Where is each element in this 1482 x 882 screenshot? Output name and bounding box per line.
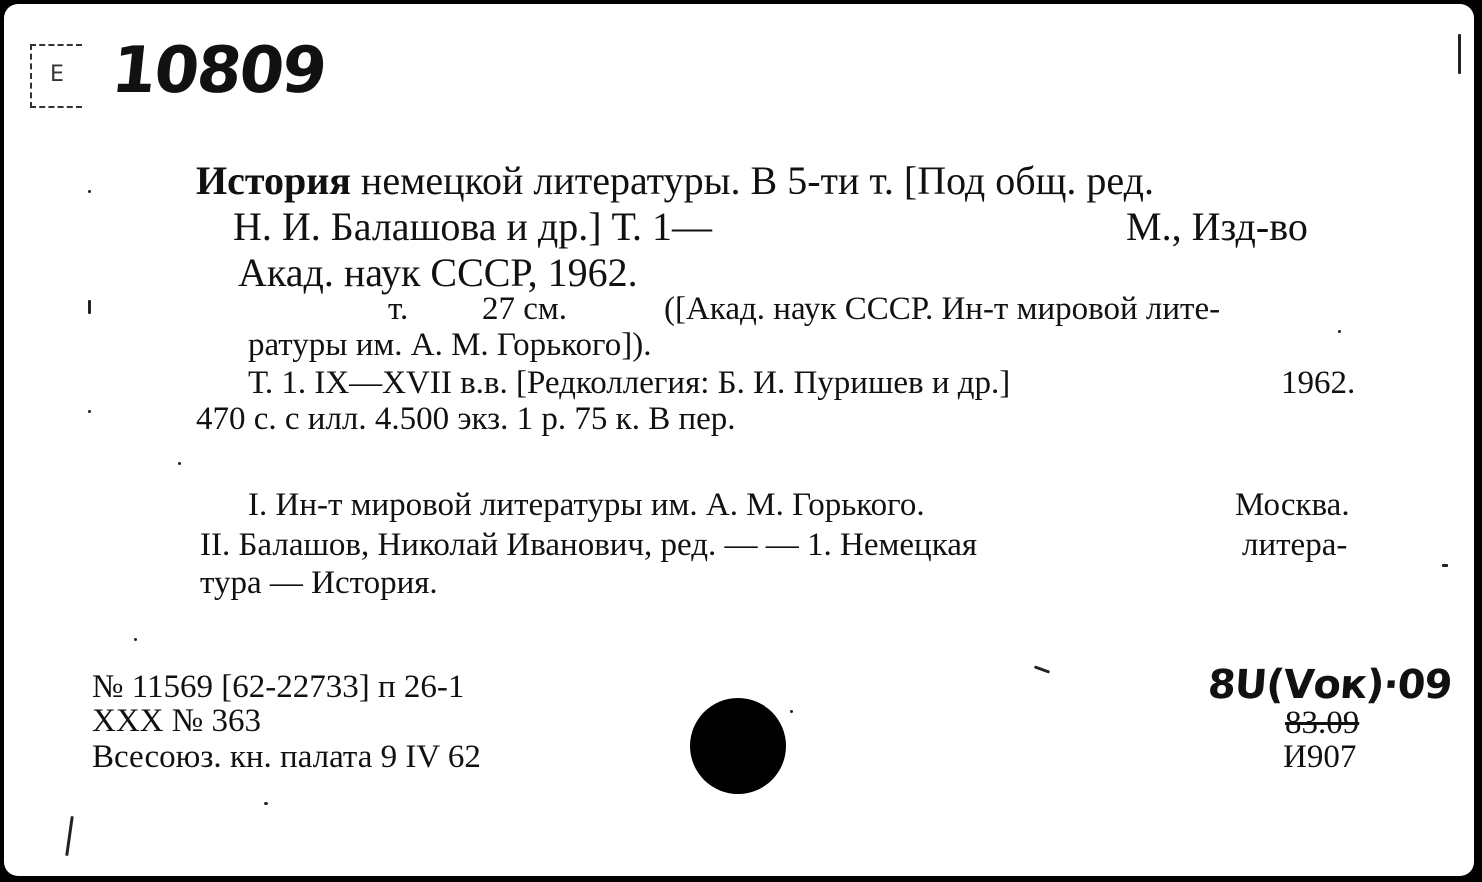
speck [1458,34,1461,74]
handwritten-classification: 8U(Vок)·09 [1206,662,1453,708]
speck [1338,330,1341,333]
speck [88,410,91,413]
registry-number: № 11569 [62-22733] п 26-1 [92,669,465,705]
volume-line: Т. 1. IX—XVII в.в. [Редколлегия: Б. И. Пуришев и др.] [248,365,1011,401]
catalog-card [4,4,1474,876]
title-line-2-right: М., Изд-во [1126,204,1308,249]
punch-hole [690,698,786,794]
subject-heading-3: тура — История. [200,565,438,601]
speck [1034,665,1050,673]
stamp-mark: Е [30,44,82,108]
title-line-3: Акад. наук СССР, 1962. [238,250,638,295]
speck [88,300,91,314]
speck [88,190,91,193]
title-line-1 [196,156,1154,206]
speck [178,462,181,465]
speck [65,816,74,856]
chamber-imprint: Всесоюз. кн. палата 9 IV 62 [92,739,481,775]
series-volume: т. [388,291,409,327]
title-lead: История [196,158,351,203]
subject-heading-2-right: литера- [1242,527,1348,563]
speck [134,638,137,641]
speck [790,710,793,713]
struck-classification: 83.09 [1285,705,1360,741]
card-number: 10809 [108,34,329,108]
speck [1442,564,1448,567]
volume-year: 1962. [1281,365,1356,401]
subject-heading-1: I. Ин-т мировой литературы им. А. М. Горького. [248,487,925,523]
volume-details: 470 с. с илл. 4.500 экз. 1 р. 75 к. В пер. [196,401,736,437]
speck [264,802,268,805]
title-rest: немецкой литературы. В 5-ти т. [Под общ. ред. [350,158,1155,203]
series-note: ([Акад. наук СССР. Ин-т мировой лите- [664,291,1221,327]
subject-heading-1-right: Москва. [1235,487,1350,523]
series-note-cont: ратуры им. А. М. Горького]). [248,327,652,363]
series-size: 27 см. [482,291,568,327]
subject-heading-2: II. Балашов, Николай Иванович, ред. — — 1. Немецкая [200,527,978,563]
series-number: XXX № 363 [92,703,261,739]
title-line-2: Н. И. Балашова и др.] Т. 1— [233,204,712,249]
call-number: И907 [1283,739,1357,775]
